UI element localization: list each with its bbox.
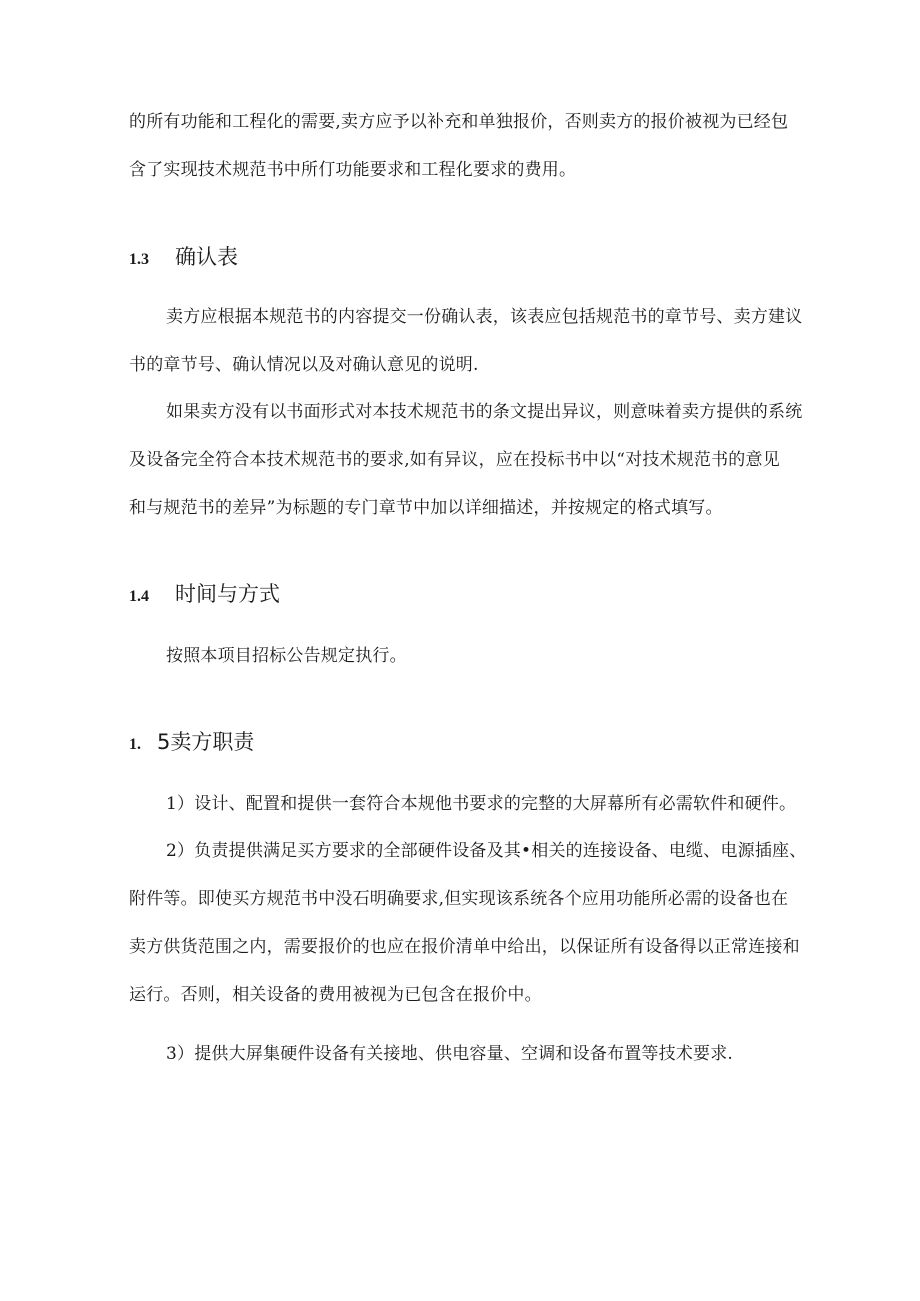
section-title: 确认表 — [175, 245, 238, 269]
text-line: 含了实现技术规范书中所仃功能要求和工程化要求的费用。 — [129, 160, 577, 180]
section-title: 时间与方式 — [175, 582, 280, 606]
text-line: 书的章节号、确认情况以及对确认意见的说明. — [129, 355, 479, 375]
text-line: 的所有功能和工程化的需要,卖方应予以补充和单独报价，否则卖方的报价被视为已经包 — [129, 112, 789, 132]
section-heading-1-3 — [129, 241, 238, 271]
section-title: 5卖方职责 — [157, 730, 255, 754]
text-line: 卖方供货范围之内，需要报价的也应在报价清单中给出，以保证所有设备得以正常连接和 — [129, 937, 800, 957]
text-line: 运行。否则，相关设备的费用被视为已包含在报价中。 — [129, 985, 542, 1005]
text-line: 2）负责提供满足买方要求的全部硬件设备及其•相关的连接设备、电缆、电源插座、 — [166, 841, 807, 861]
text-line: 卖方应根据本规范书的内容提交一份确认表，该表应包括规范书的章节号、卖方建议 — [166, 307, 803, 327]
text-line: 及设备完全符合本技术规范书的要求,如有异议，应在投标书中以“对技术规范书的意见 — [129, 450, 780, 470]
text-line: 附件等。即使买方规范书中没石明确要求,但实现该系统各个应用功能所必需的设备也在 — [129, 889, 789, 909]
text-line: 如果卖方没有以书面形式对本技术规范书的条文提出异议，则意味着卖方提供的系统 — [166, 402, 803, 422]
text-line: 按照本项目招标公告规定执行。 — [166, 646, 407, 666]
section-heading-1-4 — [129, 578, 280, 608]
section-number: 1.4 — [129, 588, 149, 605]
text-line: 和与规范书的差异”为标题的专门章节中加以详细描述，并按规定的格式填写。 — [129, 498, 723, 518]
section-number: 1. — [129, 736, 141, 753]
section-number: 1.3 — [129, 251, 149, 268]
text-line: 3）提供大屏集硬件设备有关接地、供电容量、空调和设备布置等技术要求. — [166, 1044, 734, 1064]
section-heading-1-5 — [129, 726, 254, 756]
text-line: 1）设计、配置和提供一套符合本规他书要求的完整的大屏幕所有必需软件和硬件。 — [166, 794, 797, 814]
